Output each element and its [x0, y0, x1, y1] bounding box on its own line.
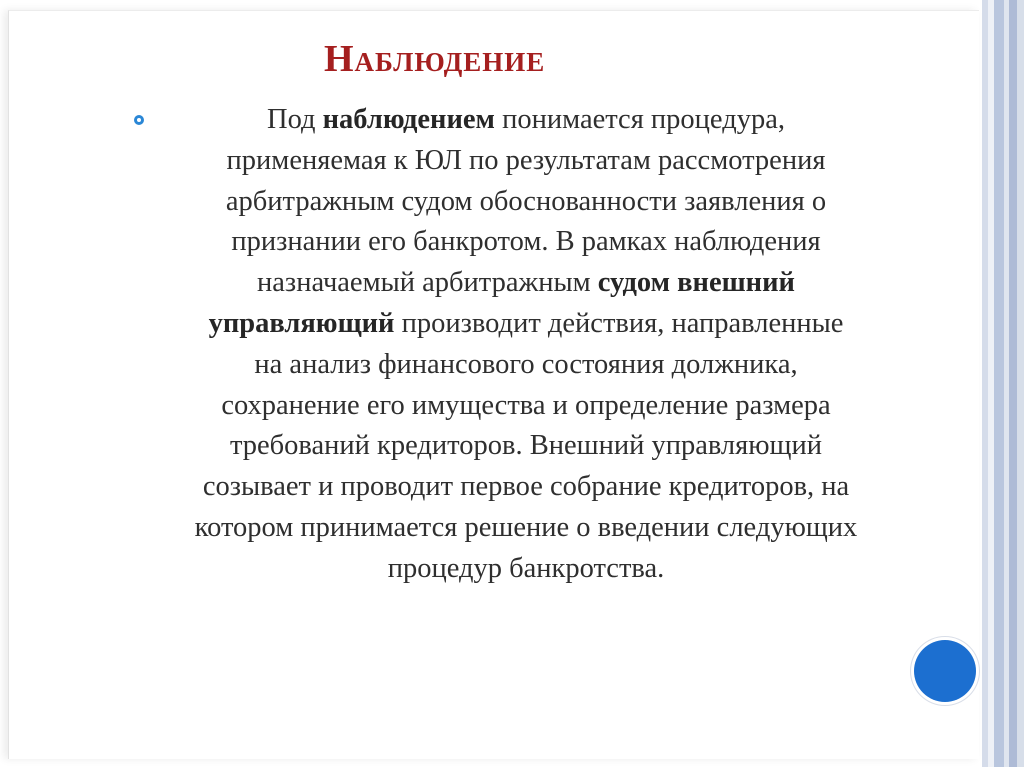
paragraph-line	[72, 222, 980, 263]
paragraph-line	[72, 426, 980, 467]
paragraph-line	[72, 549, 980, 590]
text-run: процедур банкротства.	[387, 552, 665, 584]
slide-paragraph	[72, 100, 980, 590]
paragraph-line	[72, 467, 980, 508]
slide-title: Наблюдение	[324, 38, 546, 80]
text-run: производит действия, направленные	[394, 307, 844, 339]
text-run: требований кредиторов. Внешний управляющий	[229, 430, 822, 462]
text-run: Под	[267, 104, 323, 135]
bold-text: наблюдением	[322, 104, 495, 135]
text-run: котором принимается решение о введении следующих	[194, 511, 858, 543]
paragraph-line	[72, 182, 980, 223]
paragraph-line	[72, 386, 980, 427]
bold-text: управляющий	[208, 307, 395, 339]
text-run: назначаемый арбитражным	[257, 267, 598, 299]
paragraph-line	[72, 100, 980, 141]
text-run: сохранение его имущества и определение размера	[221, 389, 831, 421]
decorative-stripe	[994, 0, 1004, 767]
paragraph-line	[72, 304, 980, 345]
decorative-circle	[914, 640, 976, 702]
paragraph-line	[72, 263, 980, 304]
paragraph-line	[72, 345, 980, 386]
text-run: применяемая к ЮЛ по результатам рассмотрения	[226, 144, 826, 176]
text-run: признании его банкротом. В рамках наблюдения	[231, 226, 821, 258]
decorative-stripe	[1009, 0, 1017, 767]
paragraph-line	[72, 508, 980, 549]
text-run: понимается процедура,	[494, 104, 785, 135]
decorative-stripe	[1017, 0, 1024, 767]
paragraph-line	[72, 141, 980, 182]
text-run: арбитражным судом обоснованности заявления о	[225, 185, 827, 217]
bold-text: судом внешний	[597, 267, 795, 299]
text-run: созывает и проводит первое собрание кредиторов, на	[202, 471, 850, 503]
text-run: на анализ финансового состояния должника,	[254, 348, 798, 380]
